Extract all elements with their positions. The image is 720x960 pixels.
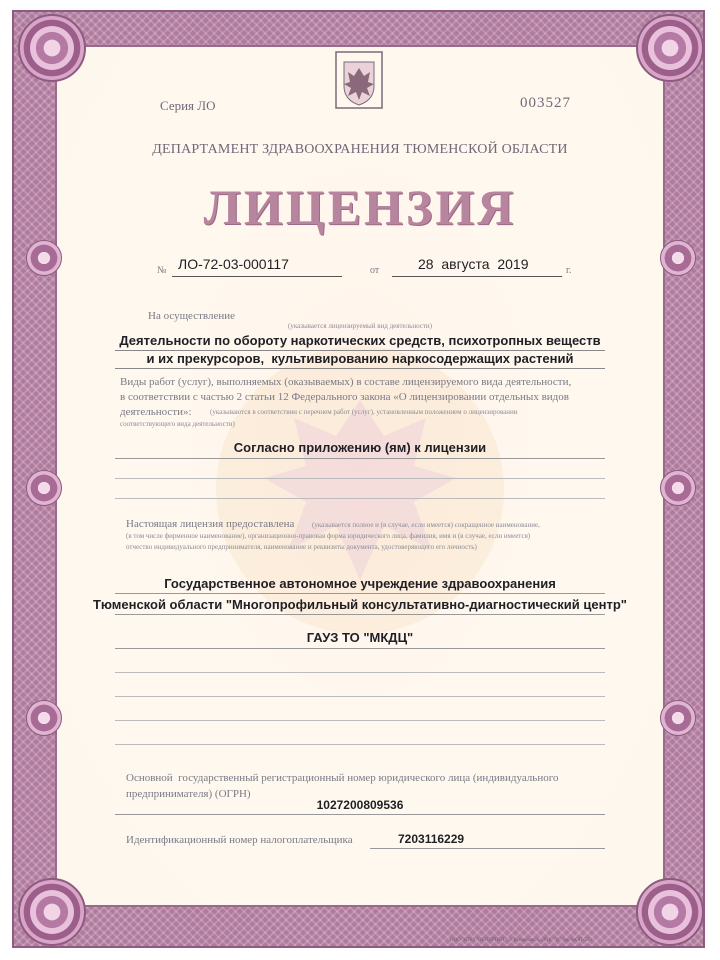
- document-title: ЛИЦЕНЗИЯ: [203, 179, 517, 235]
- works-underline: [115, 498, 605, 499]
- ogrn-label-2: предпринимателя) (ОГРН): [126, 788, 251, 800]
- works-text-3: деятельности»:: [120, 406, 192, 418]
- side-rosette-icon: [26, 240, 62, 276]
- license-number-underline: [172, 276, 342, 277]
- licensee-hint-1: (указывается полное и (в случае, если имеется) сокращенное наименование,: [312, 521, 540, 529]
- blank-number: 003527: [520, 95, 571, 111]
- activity-line-1: Деятельности по обороту наркотических средств, психотропных веществ: [119, 333, 601, 348]
- coat-of-arms-icon: [334, 50, 384, 110]
- inn-underline: [370, 848, 605, 849]
- licensee-underline: [115, 672, 605, 673]
- ogrn-underline: [115, 814, 605, 815]
- activity-underline: [115, 350, 605, 351]
- works-value: Согласно приложению (ям) к лицензии: [233, 440, 487, 455]
- works-hint-2: соответствующего вида деятельности): [120, 420, 235, 428]
- license-date: 28 августа 2019: [418, 256, 529, 272]
- date-underline: [392, 276, 562, 277]
- works-underline: [115, 458, 605, 459]
- works-hint-1: (указываются в соответствии с перечнем работ (услуг), установленным положением о лицензировании: [210, 408, 518, 416]
- licensee-underline: [115, 744, 605, 745]
- licensee-name-1: Государственное автономное учреждение здравоохранения: [164, 576, 556, 591]
- works-text-2: в соответствии с частью 2 статьи 12 Федерального закона «О лицензировании отдельных видов: [120, 391, 569, 403]
- licensee-short-name: ГАУЗ ТО "МКДЦ": [306, 630, 414, 645]
- corner-rosette-icon: [636, 14, 704, 82]
- works-underline: [115, 478, 605, 479]
- corner-rosette-icon: [18, 14, 86, 82]
- year-suffix: г.: [566, 265, 572, 276]
- licensee-underline: [115, 593, 605, 594]
- department-name: ДЕПАРТАМЕНТ ЗДРАВООХРАНЕНИЯ ТЮМЕНСКОЙ ОБЛАСТИ: [152, 142, 568, 157]
- license-number: ЛО-72-03-000117: [178, 256, 289, 272]
- licensee-underline: [115, 720, 605, 721]
- corner-rosette-icon: [636, 878, 704, 946]
- side-rosette-icon: [660, 470, 696, 506]
- series-label: Серия ЛО: [160, 98, 216, 113]
- licensee-underline: [115, 614, 605, 615]
- licensee-name-2: Тюменской области "Многопрофильный консультативно-диагностический центр": [93, 597, 627, 612]
- ogrn-value: 1027200809536: [316, 798, 404, 812]
- licensee-underline: [115, 696, 605, 697]
- licensee-label: Настоящая лицензия предоставлена: [126, 518, 295, 530]
- side-rosette-icon: [660, 240, 696, 276]
- inn-label: Идентификационный номер налогоплательщика: [126, 834, 353, 846]
- side-rosette-icon: [26, 470, 62, 506]
- licensee-hint-2: (в том числе фирменное наименование), организационно-правовая форма юридического лица, фамилия, имя и (в случае, если имеется): [126, 532, 531, 540]
- side-rosette-icon: [660, 700, 696, 736]
- licensee-underline: [115, 648, 605, 649]
- activity-label: На осуществление: [148, 310, 235, 322]
- printer-imprint: ООО "КПО "НЕОПРИНТ", г. Всеволожск, 2018, "Б" Зак.№ОП-339: [450, 938, 592, 943]
- inn-value: 7203116229: [398, 832, 465, 846]
- activity-line-2: и их прекурсоров, культивированию наркосодержащих растений: [146, 351, 574, 366]
- licensee-hint-3: отчество индивидуального предпринимателя, наименование и реквизиты документа, удостоверяющего его личность): [126, 543, 477, 551]
- number-sign: №: [157, 265, 167, 276]
- corner-rosette-icon: [18, 878, 86, 946]
- from-label: от: [370, 265, 380, 276]
- side-rosette-icon: [26, 700, 62, 736]
- ogrn-label-1: Основной государственный регистрационный номер юридического лица (индивидуального: [126, 772, 559, 784]
- activity-underline: [115, 368, 605, 369]
- works-text-1: Виды работ (услуг), выполняемых (оказываемых) в составе лицензируемого вида деятельности,: [120, 376, 572, 388]
- activity-hint: (указывается лицензируемый вид деятельности): [287, 322, 433, 330]
